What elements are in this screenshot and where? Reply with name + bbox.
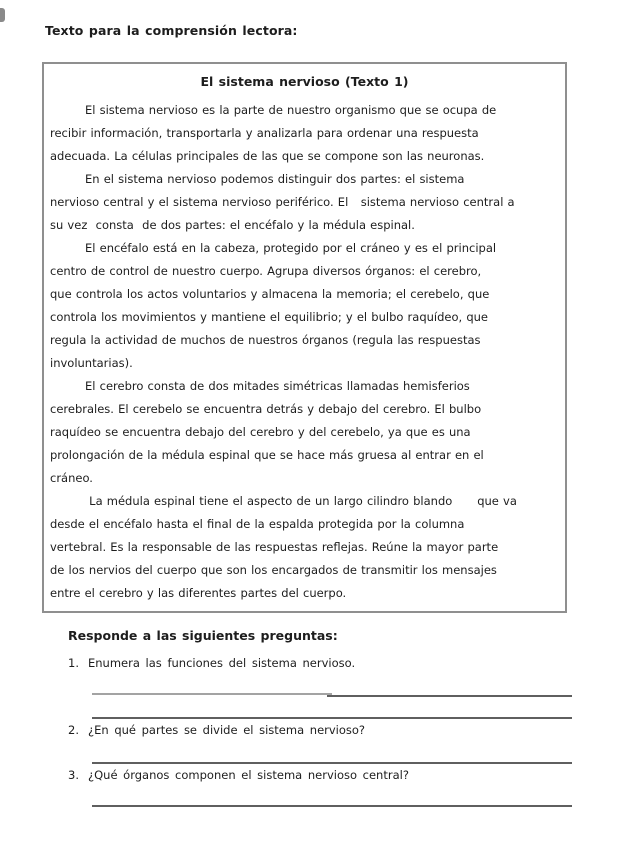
text-line: involuntarias).: [50, 356, 133, 370]
question-1-number: 1.: [68, 656, 79, 670]
text-line: recibir información, transportarla y analizarla para ordenar una respuesta: [50, 126, 479, 140]
text-line: adecuada. La células principales de las que se compone son las neuronas.: [50, 149, 485, 163]
text-line: entre el cerebro y las diferentes partes del cuerpo.: [50, 586, 347, 600]
text-line: regula la actividad de muchos de nuestros órganos (regula las respuestas: [50, 333, 481, 347]
text-line: nervioso central y el sistema nervioso periférico. El sistema nervioso central a: [50, 195, 515, 209]
text-line: El sistema nervioso es la parte de nuestro organismo que se ocupa de: [85, 103, 497, 117]
text-line: cráneo.: [50, 471, 93, 485]
text-line: raquídeo se encuentra debajo del cerebro y del cerebelo, ya que es una: [50, 425, 471, 439]
question-2-text: ¿En qué partes se divide el sistema nervioso?: [88, 723, 366, 737]
answer-line: [327, 695, 572, 697]
answer-line: [92, 693, 332, 695]
text-body: [50, 99, 559, 605]
answer-line: [92, 762, 572, 764]
text-line: El cerebro consta de dos mitades simétricas llamadas hemisferios: [85, 379, 470, 393]
question-1: [68, 656, 355, 670]
question-3-number: 3.: [68, 768, 79, 782]
text-line: cerebrales. El cerebelo se encuentra detrás y debajo del cerebro. El bulbo: [50, 402, 482, 416]
text-line: que controla los actos voluntarios y almacena la memoria; el cerebelo, que: [50, 287, 490, 301]
question-2: [68, 723, 365, 737]
answer-line: [92, 805, 572, 807]
text-line: La médula espinal tiene el aspecto de un largo cilindro blando que va: [85, 494, 517, 508]
text-line: En el sistema nervioso podemos distinguir dos partes: el sistema: [85, 172, 465, 186]
question-3: [68, 768, 409, 782]
text-line: centro de control de nuestro cuerpo. Agrupa diversos órganos: el cerebro,: [50, 264, 482, 278]
questions-heading: Responde a las siguientes preguntas:: [68, 628, 338, 643]
reading-text-box: [42, 62, 567, 613]
text-line: de los nervios del cuerpo que son los encargados de transmitir los mensajes: [50, 563, 497, 577]
text-line: controla los movimientos y mantiene el equilibrio; y el bulbo raquídeo, que: [50, 310, 489, 324]
text-title: El sistema nervioso (Texto 1): [200, 74, 409, 89]
text-line: El encéfalo está en la cabeza, protegido por el cráneo y es el principal: [85, 241, 497, 255]
question-2-number: 2.: [68, 723, 79, 737]
question-1-text: Enumera las funciones del sistema nervioso.: [88, 656, 356, 670]
answer-line: [92, 717, 572, 719]
text-line: prolongación de la médula espinal que se hace más gruesa al entrar en el: [50, 448, 484, 462]
scan-artifact: [0, 8, 5, 22]
page-title: Texto para la comprensión lectora:: [45, 23, 298, 38]
text-line: su vez consta de dos partes: el encéfalo y la médula espinal.: [50, 218, 415, 232]
question-3-text: ¿Qué órganos componen el sistema nervioso central?: [88, 768, 409, 782]
text-line: vertebral. Es la responsable de las respuestas reflejas. Reúne la mayor parte: [50, 540, 499, 554]
text-line: desde el encéfalo hasta el final de la espalda protegida por la columna: [50, 517, 465, 531]
